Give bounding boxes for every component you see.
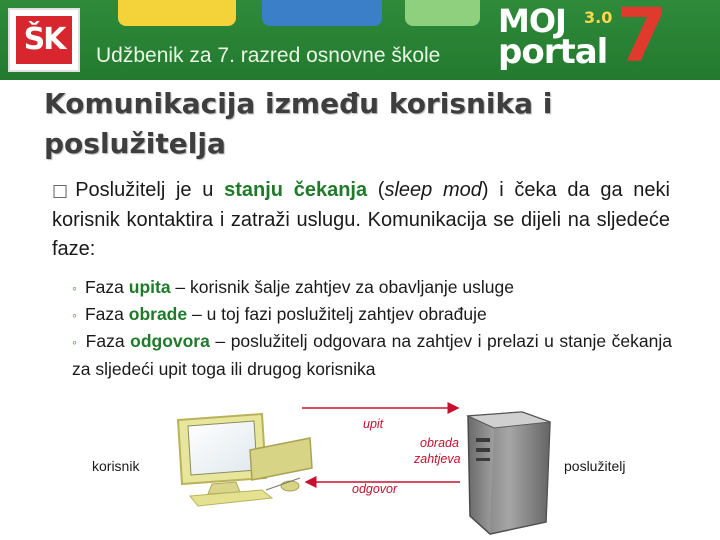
ring-bullet-icon: ◦: [72, 307, 77, 323]
response-label: odgovor: [352, 482, 398, 496]
brand-portal: portal: [498, 32, 608, 72]
server-icon: [468, 412, 550, 534]
main-bullet: [52, 176, 670, 264]
sub-bullet-obrada: [72, 301, 672, 329]
sub-bullet-keyword: obrade: [128, 304, 188, 324]
brand-grade: 7: [616, 0, 668, 79]
sub-bullet-prefix: Faza: [84, 304, 129, 324]
processing-label-line1: obrada: [420, 436, 459, 450]
sub-bullet-prefix: Faza: [85, 331, 131, 351]
server-label: poslužitelj: [564, 458, 626, 474]
sub-bullet-keyword: upita: [128, 277, 171, 297]
sub-bullet-prefix: Faza: [84, 277, 129, 297]
checkbox-bullet-icon: □: [52, 181, 74, 201]
slide-title: Komunikacija između korisnika i poslužitelja: [44, 87, 553, 160]
main-bullet-text-post: ) i čeka da ga neki korisnik kontaktira i zatraži uslugu. Komunikacija se dijeli na sljedeće faze:: [52, 179, 670, 260]
sub-bullet-text: – korisnik šalje zahtjev za obavljanje usluge: [170, 277, 514, 297]
decorative-yellow-tab: [118, 0, 236, 26]
ring-bullet-icon: ◦: [72, 280, 77, 296]
processing-label-line2: zahtjeva: [414, 452, 461, 466]
main-bullet-text-mid: (: [367, 179, 385, 201]
banner-title: Udžbenik za 7. razred osnovne škole: [96, 44, 441, 67]
request-label: upit: [363, 417, 384, 431]
computer-icon: [178, 414, 312, 506]
publisher-logo: [8, 8, 80, 72]
brand-moj: MOJ: [498, 2, 566, 40]
main-bullet-highlight: stanju čekanja: [224, 179, 368, 201]
header-banner: [0, 0, 720, 80]
main-bullet-text-pre: Poslužitelj je u: [75, 179, 225, 201]
sub-bullet-odgovor: [72, 328, 672, 383]
brand-version: 3.0: [584, 8, 613, 27]
sub-bullet-text: – u toj fazi poslužitelj zahtjev obrađuje: [187, 304, 487, 324]
main-bullet-italic: sleep mod: [384, 179, 482, 201]
ring-bullet-icon: ◦: [72, 334, 78, 350]
publisher-logo-text: ŠK: [16, 16, 72, 64]
client-label: korisnik: [92, 458, 140, 474]
sub-bullet-text: – poslužitelj odgovara na zahtjev i prelazi u stanje čekanja za sljedeći upit toga ili drugog korisnika: [72, 331, 672, 379]
sub-bullet-keyword: odgovora: [130, 331, 210, 351]
decorative-blue-tab: [262, 0, 382, 26]
decorative-light-green-tab: [405, 0, 480, 26]
sub-bullet-upit: [72, 274, 672, 302]
